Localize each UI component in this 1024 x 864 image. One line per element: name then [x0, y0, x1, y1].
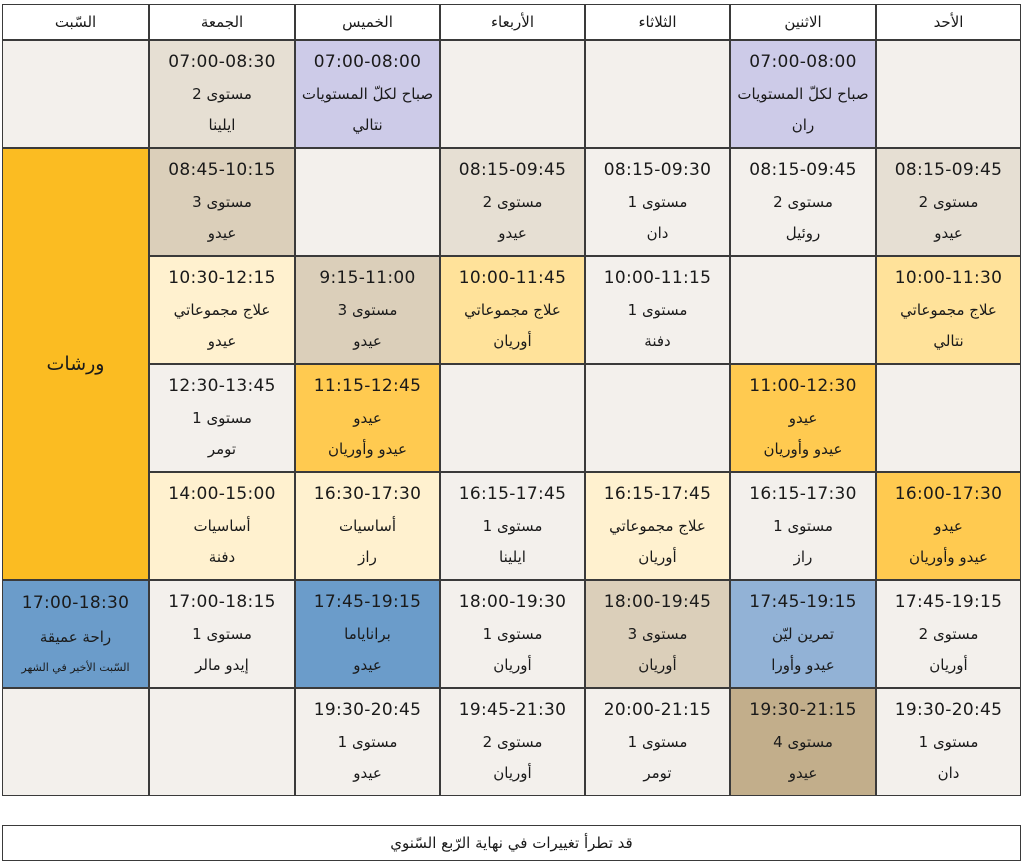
- class-slot: [149, 472, 295, 580]
- class-slot: [876, 580, 1021, 688]
- class-level: مستوى 2: [482, 192, 543, 211]
- instructor-name: أوريان: [638, 548, 677, 567]
- instructor-name: عيدو: [353, 764, 382, 783]
- instructor-name: عيدو: [788, 764, 818, 783]
- class-time: 08:15-09:45: [749, 159, 857, 180]
- class-time: 9:15-11:00: [319, 267, 416, 288]
- empty-slot: [440, 364, 585, 472]
- day-header: الثلاثاء: [585, 4, 730, 40]
- instructor-name: تومر: [207, 440, 237, 459]
- empty-slot: [2, 40, 149, 148]
- empty-slot: [440, 40, 585, 148]
- instructor-name: عيدو وأوريان: [763, 440, 843, 459]
- class-level: مستوى 2: [482, 732, 543, 751]
- class-slot: [730, 148, 876, 256]
- class-level: مستوى 1: [773, 516, 833, 535]
- instructor-name: عيدو: [353, 656, 382, 675]
- empty-slot: [149, 688, 295, 796]
- class-time: 19:30-21:15: [749, 699, 857, 720]
- class-slot: [295, 688, 440, 796]
- class-slot: [730, 364, 876, 472]
- class-level: عيدو: [788, 408, 818, 427]
- class-slot: [876, 472, 1021, 580]
- class-level: عيدو: [353, 408, 382, 427]
- class-level: علاج مجموعاتي: [900, 300, 997, 319]
- class-level: براناياما: [344, 624, 391, 643]
- class-time: 16:15-17:45: [603, 483, 712, 504]
- class-slot: [730, 472, 876, 580]
- class-time: 18:00-19:45: [603, 591, 712, 612]
- class-level: عيدو: [934, 516, 963, 535]
- empty-slot: [2, 688, 149, 796]
- class-slot: [295, 580, 440, 688]
- class-slot: [876, 148, 1021, 256]
- class-time: 08:15-09:45: [894, 159, 1003, 180]
- instructor-name: أوريان: [493, 764, 532, 783]
- class-level: مستوى 2: [773, 192, 833, 211]
- class-level: مستوى 1: [482, 516, 543, 535]
- class-slot: [730, 40, 876, 148]
- class-level: مستوى 1: [918, 732, 979, 751]
- class-slot: [149, 364, 295, 472]
- instructor-name: نتالي: [352, 116, 383, 135]
- class-slot: [2, 580, 149, 688]
- instructor-name: عيدو وأورا: [771, 656, 835, 675]
- class-slot: [730, 688, 876, 796]
- class-slot: [730, 580, 876, 688]
- instructor-name: عيدو وأوريان: [327, 440, 408, 459]
- class-slot: [440, 472, 585, 580]
- class-level: علاج مجموعاتي: [609, 516, 706, 535]
- class-slot: [149, 256, 295, 364]
- class-level: مستوى 3: [337, 300, 398, 319]
- class-time: 16:30-17:30: [313, 483, 422, 504]
- instructor-name: دفنة: [208, 548, 236, 567]
- instructor-name: نتالي: [933, 332, 964, 351]
- class-time: 17:45-19:15: [313, 591, 422, 612]
- footer-note: قد تطرأ تغييرات في نهاية الرّبع السّنوي: [2, 825, 1021, 861]
- class-slot: [876, 688, 1021, 796]
- instructor-name: راز: [358, 548, 377, 567]
- class-time: 10:00-11:45: [458, 267, 567, 288]
- empty-slot: [295, 148, 440, 256]
- day-header: الاثنين: [730, 4, 876, 40]
- class-time: 11:15-12:45: [313, 375, 422, 396]
- instructor-name: ايلينا: [208, 116, 236, 135]
- empty-slot: [585, 40, 730, 148]
- class-slot: [295, 472, 440, 580]
- instructor-name: عيدو: [353, 332, 382, 351]
- class-slot: [440, 688, 585, 796]
- class-slot: [585, 688, 730, 796]
- class-slot: [440, 256, 585, 364]
- class-slot: [876, 256, 1021, 364]
- class-slot: [585, 256, 730, 364]
- class-time: 17:00-18:30: [21, 592, 130, 613]
- class-time: 07:00-08:00: [313, 51, 422, 72]
- class-level: مستوى 1: [192, 624, 252, 643]
- class-time: 19:45-21:30: [458, 699, 567, 720]
- instructor-name: ران: [791, 116, 815, 135]
- class-time: 16:15-17:45: [458, 483, 567, 504]
- class-time: 12:30-13:45: [168, 375, 276, 396]
- class-slot: [149, 580, 295, 688]
- instructor-name: إيدو مالر: [195, 656, 249, 675]
- class-level: صباح لكلّ المستويات: [301, 84, 434, 103]
- empty-slot: [730, 256, 876, 364]
- instructor-name: دان: [937, 764, 960, 783]
- class-level: مستوى 1: [627, 300, 688, 319]
- class-slot: [585, 148, 730, 256]
- class-level: مستوى 2: [192, 84, 252, 103]
- class-level: مستوى 3: [627, 624, 688, 643]
- class-time: 18:00-19:30: [458, 591, 567, 612]
- instructor-name: أوريان: [638, 656, 677, 675]
- class-time: 10:00-11:15: [603, 267, 712, 288]
- class-level: صباح لكلّ المستويات: [737, 84, 869, 103]
- day-header: السّبت: [2, 4, 149, 40]
- class-level: مستوى 1: [482, 624, 543, 643]
- instructor-name: عيدو: [207, 332, 237, 351]
- instructor-name: راز: [793, 548, 813, 567]
- instructor-name: روئيل: [785, 224, 821, 243]
- class-time: 10:00-11:30: [894, 267, 1003, 288]
- class-slot: [440, 148, 585, 256]
- empty-slot: [585, 364, 730, 472]
- class-time: 14:00-15:00: [168, 483, 276, 504]
- class-level: مستوى 2: [918, 624, 979, 643]
- class-level: تمرين ليّن: [772, 624, 834, 643]
- class-slot: [295, 364, 440, 472]
- instructor-name: أوريان: [929, 656, 968, 675]
- class-time: 11:00-12:30: [749, 375, 857, 396]
- class-level: مستوى 1: [627, 732, 688, 751]
- instructor-name: أوريان: [493, 656, 532, 675]
- class-slot: [295, 256, 440, 364]
- instructor-name: عيدو: [498, 224, 527, 243]
- class-level: مستوى 1: [627, 192, 688, 211]
- day-header: الأربعاء: [440, 4, 585, 40]
- class-time: 20:00-21:15: [603, 699, 712, 720]
- class-level: راحة عميقة: [39, 627, 112, 646]
- workshops-block: ورشات: [2, 148, 149, 580]
- class-slot: [149, 148, 295, 256]
- class-level: مستوى 2: [918, 192, 979, 211]
- class-time: 16:15-17:30: [749, 483, 857, 504]
- instructor-name: السّبت الأخير في الشهر: [21, 660, 130, 674]
- day-header: الخميس: [295, 4, 440, 40]
- class-level: علاج مجموعاتي: [173, 300, 271, 319]
- instructor-name: أوريان: [493, 332, 532, 351]
- class-time: 16:00-17:30: [894, 483, 1003, 504]
- class-level: مستوى 3: [192, 192, 252, 211]
- class-time: 08:15-09:45: [458, 159, 567, 180]
- class-time: 07:00-08:30: [168, 51, 276, 72]
- day-header: الجمعة: [149, 4, 295, 40]
- class-slot: [585, 580, 730, 688]
- class-time: 17:45-19:15: [749, 591, 857, 612]
- instructor-name: ايلينا: [499, 548, 526, 567]
- instructor-name: تومر: [643, 764, 672, 783]
- empty-slot: [876, 364, 1021, 472]
- class-level: علاج مجموعاتي: [464, 300, 561, 319]
- class-time: 19:30-20:45: [894, 699, 1003, 720]
- day-header: الأحد: [876, 4, 1021, 40]
- class-time: 08:45-10:15: [168, 159, 276, 180]
- class-time: 07:00-08:00: [749, 51, 857, 72]
- class-time: 08:15-09:30: [603, 159, 712, 180]
- class-slot: [149, 40, 295, 148]
- class-time: 19:30-20:45: [313, 699, 422, 720]
- class-time: 10:30-12:15: [168, 267, 276, 288]
- class-time: 17:45-19:15: [894, 591, 1003, 612]
- class-time: 17:00-18:15: [168, 591, 276, 612]
- class-level: مستوى 1: [192, 408, 252, 427]
- class-level: مستوى 1: [337, 732, 398, 751]
- instructor-name: عيدو: [207, 224, 237, 243]
- instructor-name: دفنة: [644, 332, 671, 351]
- instructor-name: عيدو: [934, 224, 963, 243]
- instructor-name: دان: [646, 224, 669, 243]
- class-level: مستوى 4: [773, 732, 833, 751]
- class-slot: [295, 40, 440, 148]
- class-level: أساسيات: [193, 516, 251, 535]
- empty-slot: [876, 40, 1021, 148]
- class-level: أساسيات: [338, 516, 397, 535]
- class-slot: [440, 580, 585, 688]
- class-slot: [585, 472, 730, 580]
- instructor-name: عيدو وأوريان: [908, 548, 989, 567]
